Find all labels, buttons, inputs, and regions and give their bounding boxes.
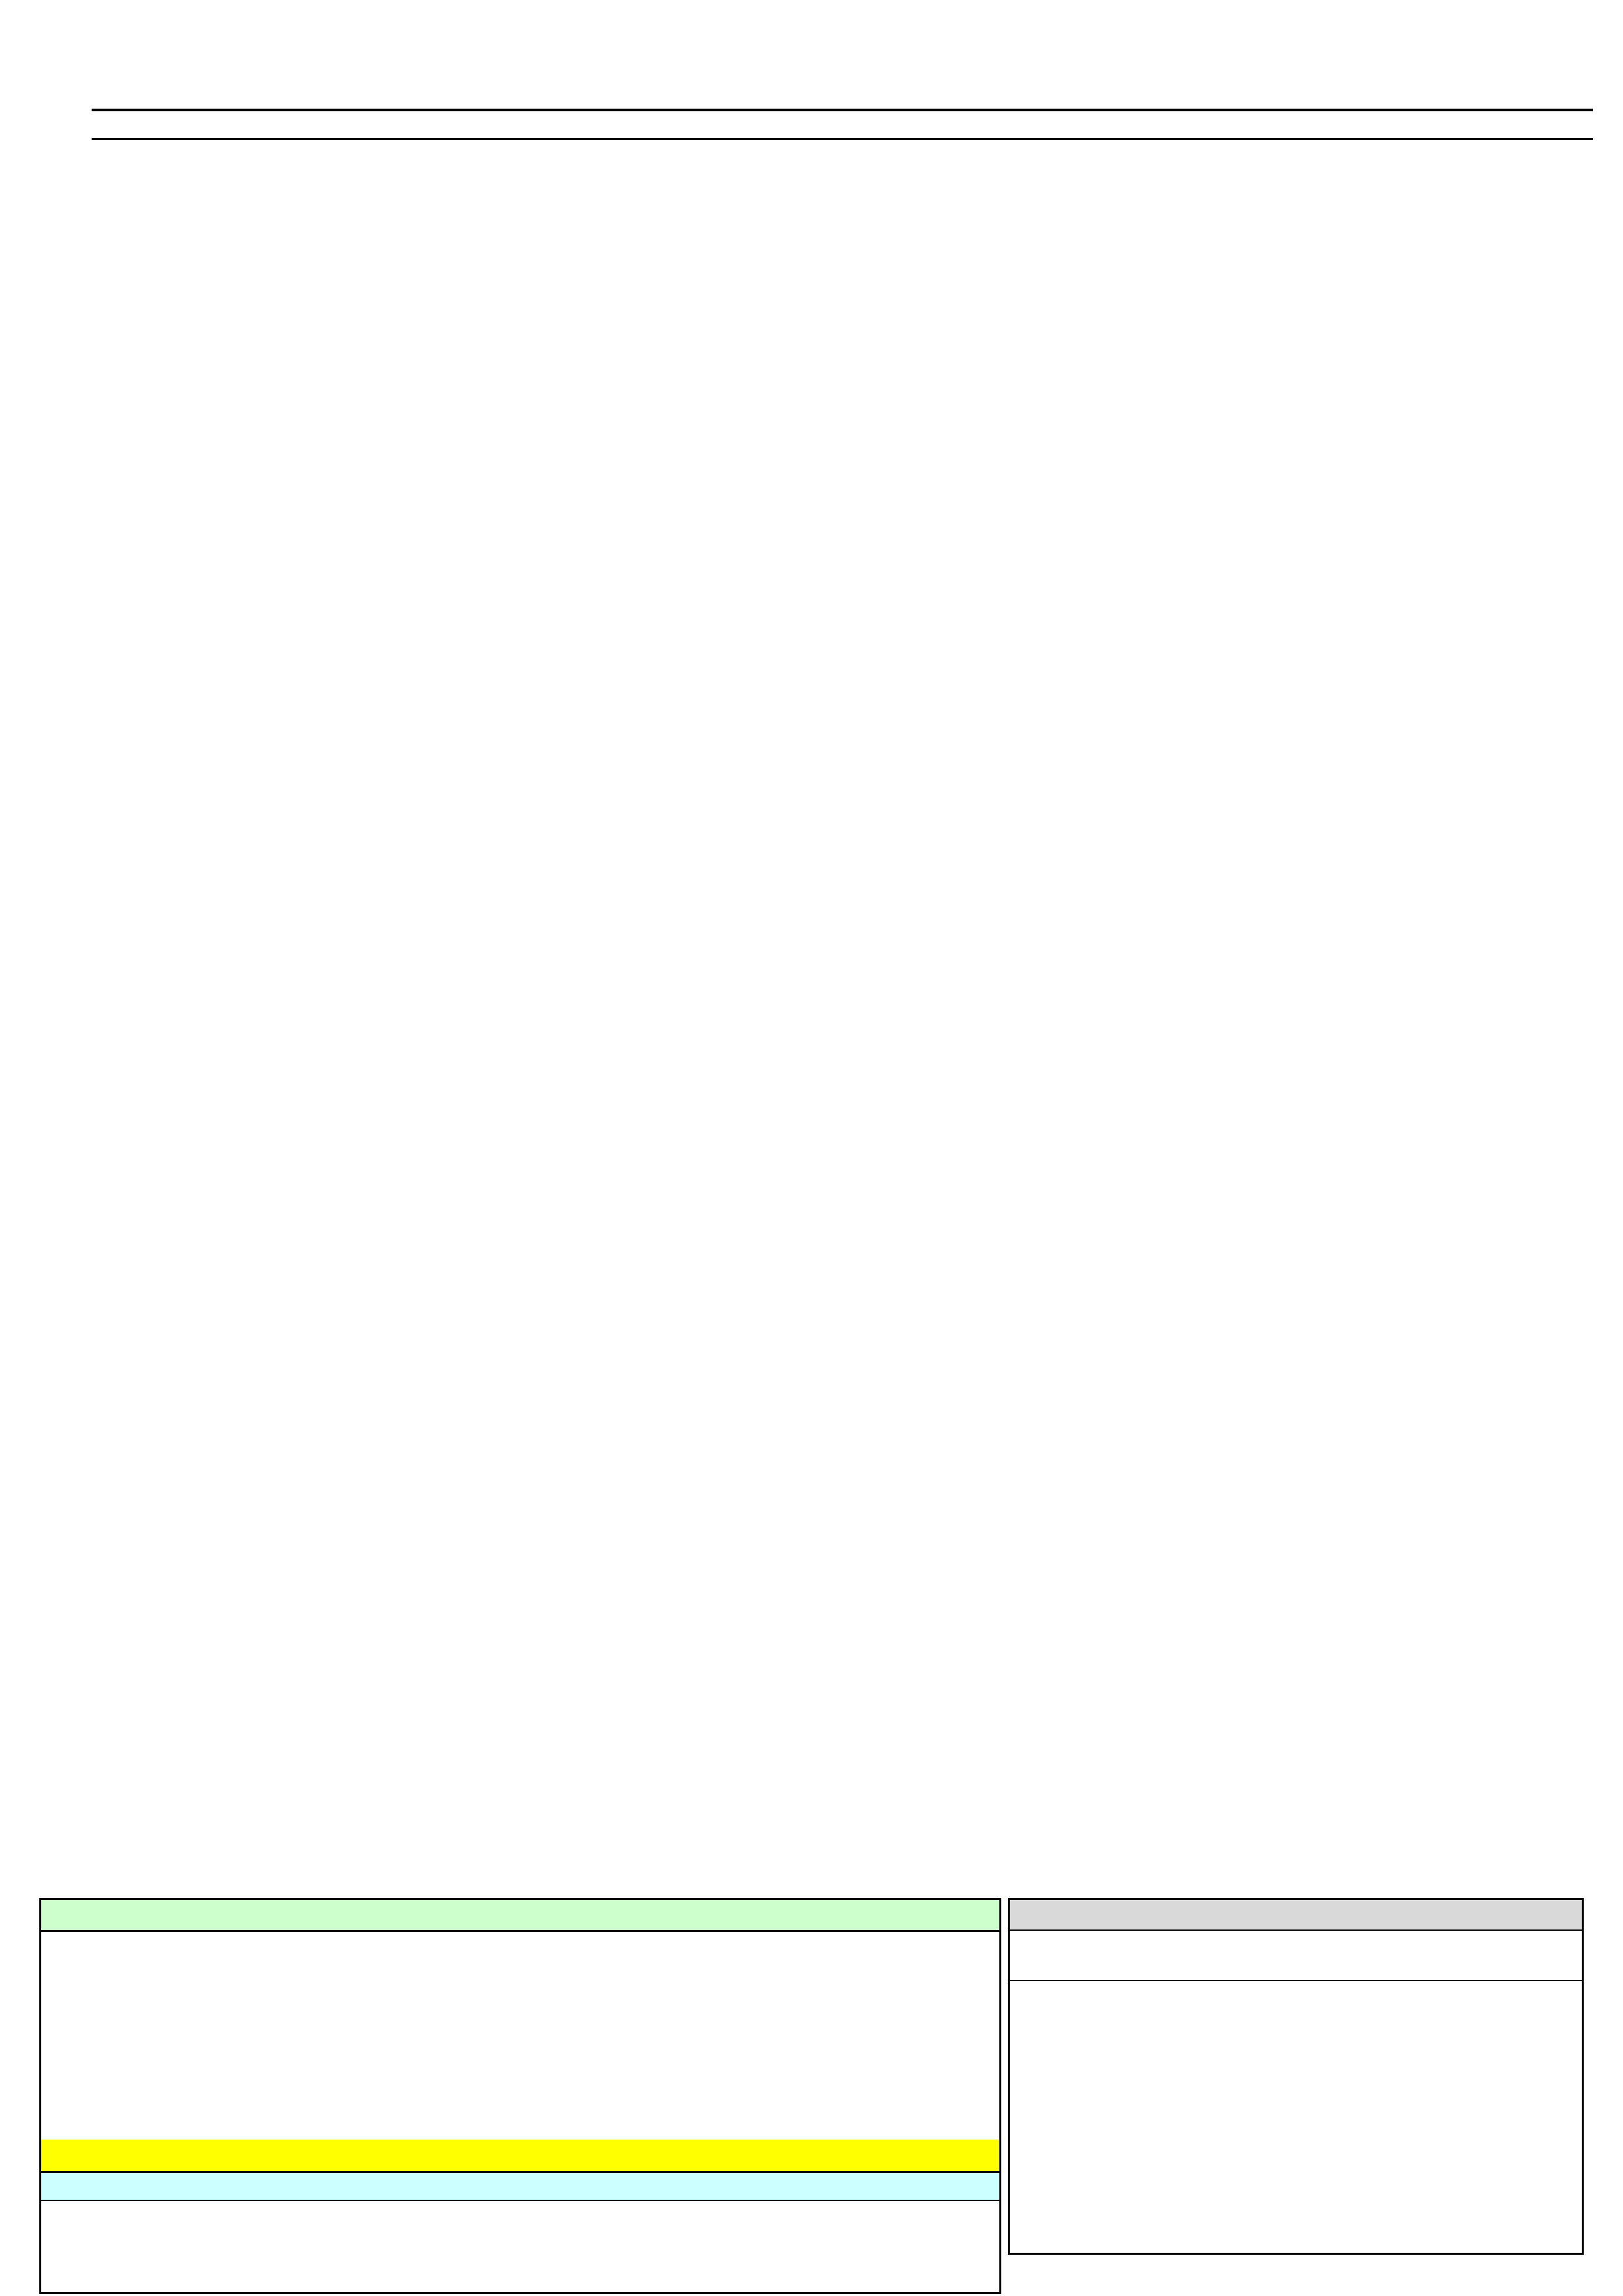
time-axis xyxy=(92,109,1593,140)
usage-info-header xyxy=(41,2171,999,2201)
depth-change-panel xyxy=(1008,1898,1584,2255)
depth-divider xyxy=(1010,1980,1582,1981)
course-info-panel xyxy=(39,1898,1001,2294)
course-info-header xyxy=(41,1900,999,1932)
course-change-notice xyxy=(41,2140,999,2171)
depth-header xyxy=(1010,1900,1582,1931)
